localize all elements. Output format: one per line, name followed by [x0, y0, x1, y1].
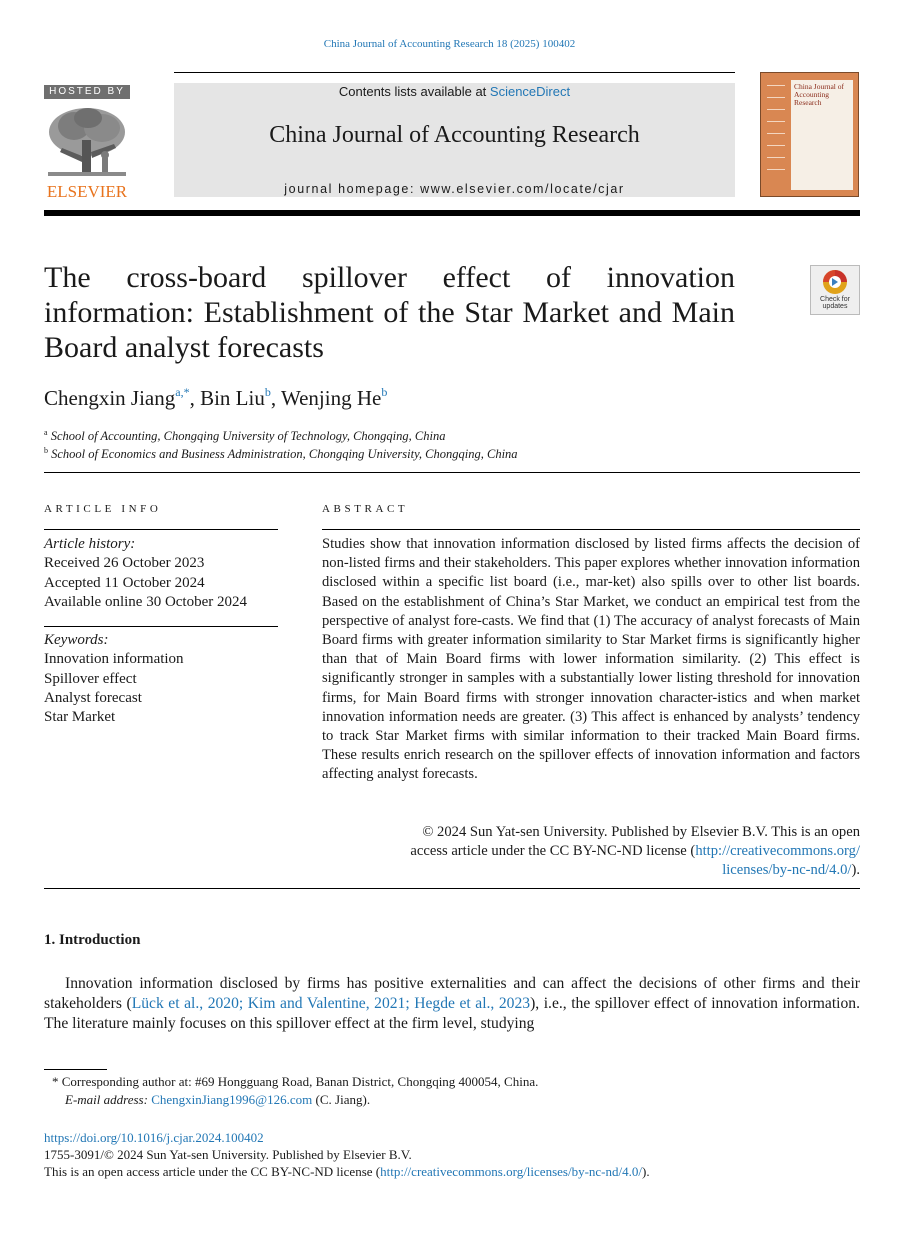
abstract-bottom-divider [44, 888, 860, 889]
license-link[interactable]: licenses/by-nc-nd/4.0/ [722, 862, 852, 879]
keywords-label: Keywords: [44, 632, 109, 648]
article-history-label: Article history: [44, 536, 136, 552]
intro-text: ), i.e., the spillover effect of innovation information. The literature mainly focuses on this spillover effect at the firm level, studying [44, 995, 860, 1033]
citation-links[interactable]: Lück et al., 2020; Kim and Valentine, 2021; Hegde et al., 2023 [131, 995, 531, 1013]
cover-stripe [767, 133, 785, 134]
doi-link [44, 1129, 264, 1147]
intro-paragraph [44, 974, 860, 1035]
license-suffix: ). [851, 862, 860, 879]
check-for-updates-icon [811, 267, 859, 297]
author-name: Wenjing He [280, 386, 382, 410]
keywords [44, 631, 184, 727]
author-list [44, 385, 387, 411]
open-access-prefix: This is an open access article under the CC BY-NC-ND license ( [44, 1164, 381, 1179]
accepted-date: Accepted 11 October 2024 [44, 574, 205, 591]
article-info-rule [44, 529, 278, 530]
cover-stripe [767, 109, 785, 110]
copyright-line: © 2024 Sun Yat-sen University. Published by Elsevier B.V. This is an open [422, 824, 860, 840]
affiliation-key: b [44, 446, 48, 455]
contents-line [174, 84, 735, 99]
email-suffix: (C. Jiang). [312, 1092, 371, 1107]
masthead-top-rule [174, 72, 735, 73]
paper-title: The cross-board spillover effect of innovation information: Establishment of the Star Market and Main Board analyst forecasts [44, 261, 735, 364]
affiliation [44, 446, 518, 462]
received-date: Received 26 October 2023 [44, 555, 205, 572]
author-name: Bin Liu [200, 386, 265, 410]
check-for-updates-badge[interactable] [810, 265, 860, 315]
section-heading: 1. Introduction [44, 932, 141, 948]
online-date: Available online 30 October 2024 [44, 593, 247, 610]
license-link[interactable]: http://creativecommons.org/ [695, 843, 860, 860]
email-note [65, 1091, 370, 1109]
open-access-line [44, 1163, 650, 1181]
corresponding-author-note: * Corresponding author at: #69 Hongguang Road, Banan District, Chongqing 400054, China. [52, 1074, 539, 1089]
license-prefix: access article under the CC BY-NC-ND license ( [410, 843, 696, 860]
intro-text: Innovation information disclosed by firms has positive externalities and can affect the decisions of other firms and their stakeholders ( [44, 975, 860, 1013]
open-access-suffix: ). [641, 1164, 650, 1179]
journal-homepage[interactable]: journal homepage: www.elsevier.com/locate/cjar [284, 182, 625, 196]
abstract-rule [322, 529, 860, 530]
hosted-by-label: HOSTED BY [44, 85, 130, 99]
affiliation-key: a [44, 428, 48, 437]
abstract-text: Studies show that innovation information disclosed by listed firms affects the decision of non-listed firms and their stakeholders. This paper explores whether innovation information disclosed within a specific list board (i.e., mar-ket) also spills over to other list boards. Based on the establishment of China’s Star Market, we conduct an empirical test from the perspective of analyst fore-casts. We find that (1) The accuracy of analyst forecasts of Main Board firms with greater information similarity to Star Market firms is significantly higher than that of Main Board firms with lower information similarity. (2) This effect is significantly stronger in samples with a substantially lower listing threshold for innovation firms, for Main Board firms with stronger innovation character-istics and when market innovation information needs are greater. (3) This affect is enhanced by analysts’ tendency to track Star Market firms with similar information to their tracked Main Board firms. These results enrich research on the spillover effects of innovation information and factors affecting analyst forecasts. [322, 536, 860, 783]
email-label: E-mail address: [65, 1092, 148, 1107]
cover-stripe [767, 121, 785, 122]
cover-stripe [767, 85, 785, 86]
author-name: Chengxin Jiang [44, 386, 176, 410]
cover-title: China Journal of Accounting Research [794, 82, 844, 107]
author-affiliation-mark[interactable]: a,* [175, 385, 190, 399]
contents-prefix: Contents lists available at [338, 84, 490, 99]
keywords-rule [44, 626, 278, 627]
running-head[interactable]: China Journal of Accounting Research 18 (2025) 100402 [323, 38, 576, 50]
check-for-updates-label: Check for updates [820, 296, 850, 310]
keyword: Star Market [44, 709, 116, 726]
elsevier-tree-logo-icon [44, 104, 130, 182]
journal-title: China Journal of Accounting Research [269, 122, 640, 148]
cover-stripe [767, 97, 785, 98]
footnote-rule [44, 1069, 107, 1070]
keyword: Spillover effect [44, 670, 137, 687]
affiliation-text: School of Accounting, Chongqing University of Technology, Chongqing, China [50, 429, 446, 443]
affiliation-text: School of Economics and Business Administration, Chongqing University, Chongqing, China [51, 447, 518, 461]
issn-line: 1755-3091/© 2024 Sun Yat-sen University. Published by Elsevier B.V. [44, 1147, 412, 1162]
cover-stripe [767, 145, 785, 146]
sciencedirect-link[interactable]: ScienceDirect [489, 84, 571, 99]
license-line [322, 842, 860, 861]
author-affiliation-mark[interactable]: b [264, 385, 271, 399]
cover-stripe [767, 157, 785, 158]
doi-url[interactable]: https://doi.org/10.1016/j.cjar.2024.100402 [44, 1130, 264, 1145]
affiliation [44, 428, 445, 444]
article-history [44, 535, 247, 612]
author-separator: , [270, 386, 281, 410]
abstract-heading: ABSTRACT [322, 503, 409, 515]
keyword: Innovation information [44, 651, 184, 668]
author-separator: , [189, 386, 201, 410]
author-affiliation-mark[interactable]: b [381, 385, 388, 399]
license-url[interactable]: http://creativecommons.org/licenses/by-nc-nd/4.0/ [380, 1164, 642, 1179]
masthead-bottom-rule [44, 210, 860, 216]
email-link[interactable]: ChengxinJiang1996@126.com [151, 1092, 313, 1107]
license-line-end [322, 861, 860, 880]
article-info-heading: ARTICLE INFO [44, 503, 162, 515]
keyword: Analyst forecast [44, 689, 142, 706]
cover-stripe [767, 169, 785, 170]
elsevier-wordmark[interactable]: ELSEVIER [46, 182, 128, 201]
header-divider [44, 472, 860, 473]
journal-cover-thumbnail[interactable] [760, 72, 859, 197]
abstract-copyright [322, 823, 860, 881]
